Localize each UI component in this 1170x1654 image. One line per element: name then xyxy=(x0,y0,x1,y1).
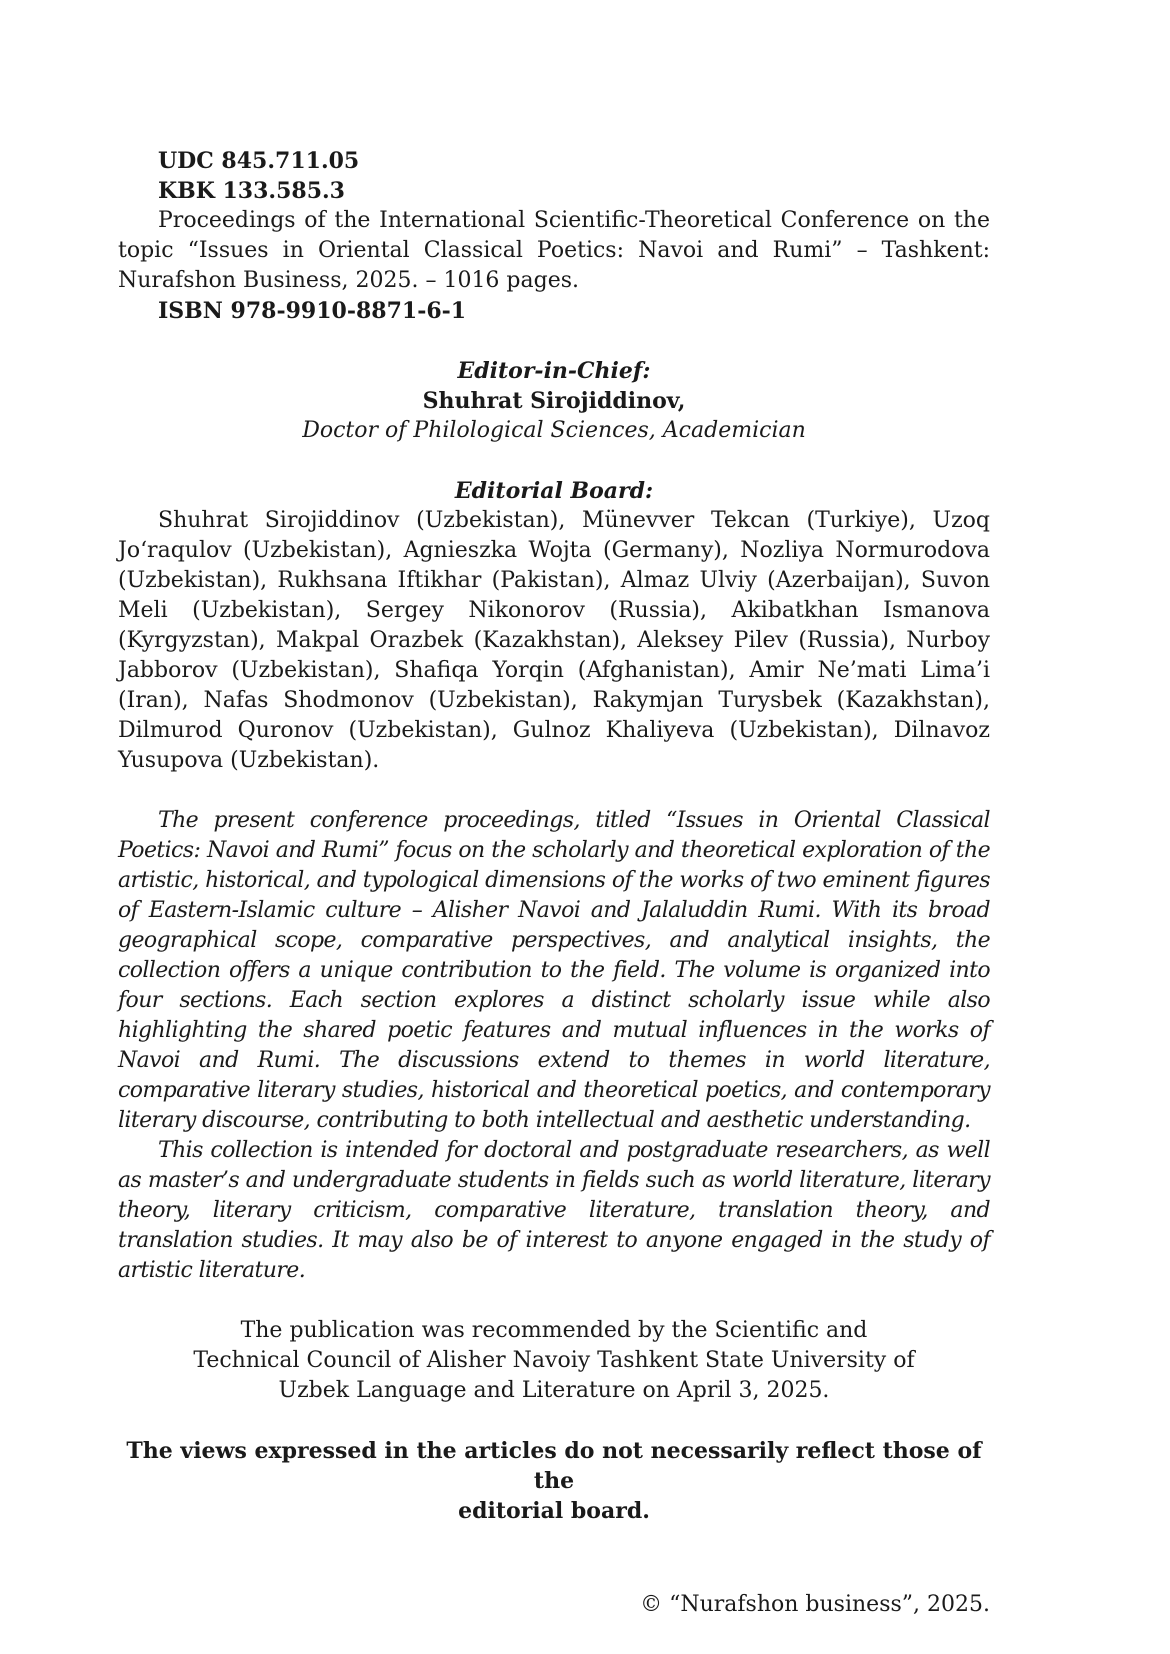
recommendation-line: The publication was recommended by the Scientific and xyxy=(240,1318,868,1343)
recommendation-line: Technical Council of Alisher Navoiy Tashkent State University of xyxy=(193,1348,915,1373)
spacer xyxy=(118,326,990,356)
audience-paragraph: This collection is intended for doctoral and postgraduate researchers, as well as master’s and undergraduate students in fields such as world literature, literary theory, literary criticism, comparative literature, translation theory, and translation studies. It may also be of interest to anyone engaged in the study of artistic literature. xyxy=(118,1138,990,1283)
disclaimer-line: The views expressed in the articles do not necessarily reflect those of the xyxy=(126,1438,982,1494)
spacer xyxy=(118,1286,990,1316)
spacer xyxy=(118,446,990,476)
copyright-notice: © “Nurafshon business”, 2025. xyxy=(640,1592,990,1617)
disclaimer-line: editorial board. xyxy=(458,1498,650,1524)
udc-code: UDC 845.711.05 xyxy=(158,148,360,174)
disclaimer xyxy=(118,1436,990,1526)
recommendation-line: Uzbek Language and Literature on April 3, 2025. xyxy=(278,1378,830,1403)
editorial-board-members: Shuhrat Sirojiddinov (Uzbekistan), Münevver Tekcan (Turkiye), Uzoq Jo‘raqulov (Uzbekistan), Agnieszka Wojta (Germany), Nozliya Normurodova (Uzbekistan), Rukhsana Iftikhar (Pakistan), Almaz Ulviy (Azerbaijan), Suvon Meli (Uzbekistan), Sergey Nikonorov (Russia), Akibatkhan Ismanova (Kyrgyzstan), Makpal Orazbek (Kazakhstan), Aleksey Pilev (Russia), Nurboy Jabborov (Uzbekistan), Shafiqa Yorqin (Afghanistan), Amir Ne’mati Lima’i (Iran), Nafas Shodmonov (Uzbekistan), Rakymjan Turysbek (Kazakhstan), Dilmurod Quronov (Uzbekistan), Gulnoz Khaliyeva (Uzbekistan), Dilnavoz Yusupova (Uzbekistan). xyxy=(118,508,990,773)
editorial-board-heading: Editorial Board: xyxy=(454,478,654,504)
spacer xyxy=(118,1526,990,1590)
spacer xyxy=(118,776,990,806)
abstract-paragraph: The present conference proceedings, titled “Issues in Oriental Classical Poetics: Navoi and Rumi” focus on the scholarly and theoretical exploration of the artistic, historical, and typological dimensions of the works of two eminent figures of Eastern-Islamic culture – Alisher Navoi and Jalaluddin Rumi. With its broad geographical scope, comparative perspectives, and analytical insights, the collection offers a unique contribution to the field. The volume is organized into four sections. Each section explores a distinct scholarly issue while also highlighting the shared poetic features and mutual influences in the works of Navoi and Rumi. The discussions extend to themes in world literature, comparative literary studies, historical and theoretical poetics, and contemporary literary discourse, contributing to both intellectual and aesthetic understanding. xyxy=(118,808,990,1133)
editor-in-chief-name: Shuhrat Sirojiddinov, xyxy=(422,388,686,414)
isbn: ISBN 978-9910-8871-6-1 xyxy=(158,298,467,324)
spacer xyxy=(118,1406,990,1436)
editor-in-chief-heading: Editor-in-Chief: xyxy=(457,358,651,384)
imprint-page xyxy=(118,146,990,1620)
kbk-code: KBK 133.585.3 xyxy=(158,178,345,204)
recommendation-note xyxy=(118,1316,990,1406)
editor-in-chief-title: Doctor of Philological Sciences, Academician xyxy=(302,418,806,443)
bibliographic-description: Proceedings of the International Scientific-Theoretical Conference on the topic “Issues in Oriental Classical Poetics: Navoi and Rumi” – Tashkent: Nurafshon Business, 2025. – 1016 pages. xyxy=(118,208,990,293)
